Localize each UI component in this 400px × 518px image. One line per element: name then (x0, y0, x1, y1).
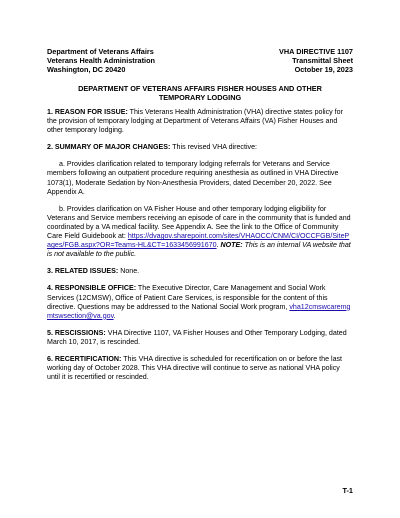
department-name: Department of Veterans Affairs (47, 47, 154, 56)
directive-date: October 19, 2023 (294, 65, 353, 75)
section-text: This VHA directive is scheduled for recertification on or before the last working day of October 2028. This VHA directive will continue to serve as national VHA policy until it is recertified or rescinded. (47, 354, 343, 382)
sentence-end: . (113, 311, 116, 320)
section-office (47, 284, 353, 320)
section-label: 6. RECERTIFICATION: (47, 354, 122, 363)
item-text: a. Provides clarification related to temporary lodging referrals for Veterans and Service members following an outpatient procedure requiring anesthesia as outlined in VHA Directive 1073(1), Moderate Sedation by Non-Anesthesia Providers, dated December 20, 2022. See Appendix A. (47, 160, 339, 196)
change-item-b: b. Provides clarification on VA Fisher House and other temporary lodging eligibility for Veterans and Service members receiving an episode of care in the community that is funded and coordinated by a VA medical facility. See Appendix A. See the link to the Office of Community Care Field Guidebook at: https://dvagov.sharepoint.com/sites/VHAOCC/CNM/CI/OCCFGB/SitePages/FGB.aspx?OR=Teams-HL&CT=1633456991670. NOTE: This is an internal VA website that is not available to the public. (47, 204, 351, 259)
location: Washington, DC 20420 (47, 65, 126, 75)
section-label: 1. REASON FOR ISSUE: (47, 108, 128, 116)
note-text: This is an internal VA website that is not available to the public. (47, 241, 351, 259)
item-text: b. Provides clarification on VA Fisher House and other temporary lodging eligibility for Veterans and Service members receiving an episode of care in the community that is funded and coordinated by a VA medical facility. See Appendix A. See the link to the Office of Community Care Field Guidebook at: (47, 204, 351, 241)
section-reason (47, 108, 353, 135)
title-line-2: TEMPORARY LODGING (158, 93, 242, 103)
section-related (47, 267, 353, 276)
change-item-a (47, 160, 353, 196)
document-body (47, 108, 353, 390)
section-text: None. (120, 267, 140, 276)
community-care-guidebook-link[interactable]: https://dvagov.sharepoint.com/sites/VHAOCC/CNM/CI/OCCFGB/SitePages/FGB.aspx?OR=Teams-HL&CT=1633456991670 (47, 232, 350, 250)
directive-number: VHA DIRECTIVE 1107 (279, 47, 353, 56)
section-label: 5. RESCISSIONS: (47, 328, 106, 337)
document-type: Transmittal Sheet (292, 56, 353, 66)
section-text: The Executive Director, Care Management and Social Work Services (12CMSW), Office of Patient Care Services, is responsible for the content of this directive. Questions may be addressed to the National Social Work program, (47, 284, 328, 311)
page-number: T-1 (342, 486, 353, 495)
section-text: This Veterans Health Administration (VHA) directive states policy for the provision of temporary lodging at Department of Veterans Affairs (VA) Fisher Houses and other temporary lodging. (47, 108, 343, 135)
contact-email-link[interactable]: vha12cmswcaremgmtswsection@va.gov (47, 302, 351, 320)
header-left (47, 47, 155, 75)
section-text: VHA Directive 1107, VA Fisher Houses and Other Temporary Lodging, dated March 10, 2017, is rescinded. (47, 328, 347, 346)
document-title (47, 84, 353, 102)
section-text: This revised VHA directive: (172, 143, 257, 152)
note-label: NOTE: (220, 241, 243, 250)
section-label: 2. SUMMARY OF MAJOR CHANGES: (47, 143, 171, 152)
section-recertification (47, 355, 353, 382)
section-changes (47, 143, 353, 152)
header-right (279, 47, 353, 75)
administration-name: Veterans Health Administration (47, 56, 155, 66)
title-line-1: DEPARTMENT OF VETERANS AFFAIRS FISHER HOUSES AND OTHER (78, 84, 322, 93)
section-rescissions (47, 329, 353, 347)
section-label: 3. RELATED ISSUES: (47, 267, 119, 276)
section-label: 4. RESPONSIBLE OFFICE: (47, 284, 137, 293)
